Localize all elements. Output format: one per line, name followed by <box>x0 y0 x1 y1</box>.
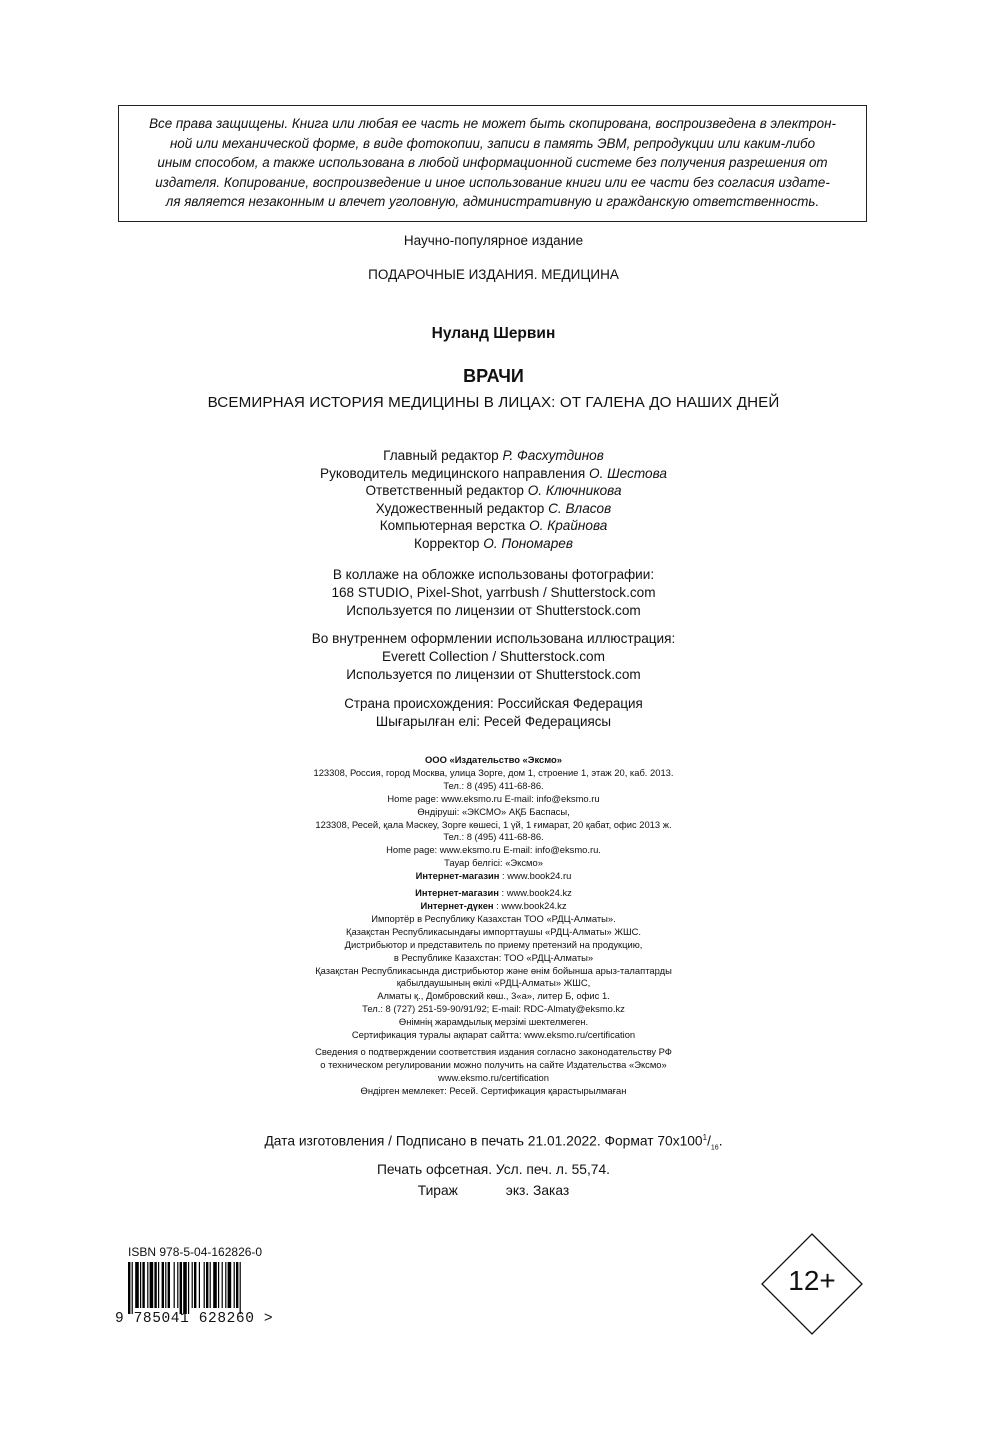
online-dukan-kz: Интернет-дүкен : www.book24.kz <box>420 899 567 911</box>
publisher-line: Тел.: 8 (727) 251-59-90/91/92; E-mail: RDC-Almaty@eksmo.kz <box>362 1003 625 1015</box>
publisher-line: Дистрибьютор и представитель по приему претензий на продукцию, <box>344 938 643 950</box>
publisher-line: қабылдаушының өкілі «РДЦ-Алматы» ЖШС, <box>396 977 591 989</box>
isbn-label: ISBN 978-5-04-162826-0 <box>128 1245 263 1259</box>
cover-photo-line: 168 STUDIO, Pixel-Shot, yarrbush / Shutterstock.com <box>331 585 656 601</box>
publisher-info <box>0 754 987 1098</box>
barcode-bar <box>183 1262 187 1314</box>
publisher-line: Home page: www.eksmo.ru E-mail: info@eksmo.ru <box>387 792 600 804</box>
barcode-bar <box>234 1262 235 1308</box>
copyright-notice <box>118 105 867 222</box>
print-run-line: Тираж экз. Заказ <box>417 1183 570 1199</box>
barcode-bar <box>177 1262 178 1308</box>
barcode-bar <box>142 1262 144 1308</box>
publisher-line: Қазақстан Республикасындағы импорттаушы «РДЦ-Алматы» ЖШС. <box>346 925 641 937</box>
barcode-bar <box>168 1262 170 1308</box>
barcode-bar <box>228 1262 232 1308</box>
barcode-bar <box>240 1262 241 1314</box>
book-title: ВРАЧИ <box>463 366 524 386</box>
inner-illustration-credits <box>0 630 987 685</box>
credit-line: Компьютерная верстка О. Крайнова <box>379 518 608 534</box>
publisher-line: Тауар белгісі: «Эксмо» <box>444 857 543 869</box>
credit-line: Художественный редактор С. Власов <box>375 500 612 516</box>
publisher-line: Алматы қ., Домбровский көш., 3«а», литер Б, офис 1. <box>377 990 610 1002</box>
barcode-bar <box>140 1262 141 1308</box>
illustration-line: Используется по лицензии от Shutterstock.com <box>346 667 641 683</box>
publisher-name: ООО «Издательство «Эксмо» <box>425 754 562 765</box>
barcode-bar <box>158 1262 159 1308</box>
credits-list <box>0 447 987 553</box>
publisher-line: 123308, Ресей, қала Мәскеу, Зорге көшесі, 1 үй, 1 ғимарат, 20 қабат, офис 2013 ж. <box>315 818 672 830</box>
print-info-line: Дата изготовления / Подписано в печать 21.01.2022. Формат $70x100^1/_{16}$. <box>264 1133 723 1152</box>
barcode-bar <box>150 1262 154 1308</box>
certification-line: Сведения о подтверждении соответствия издания согласно законодательству РФ <box>315 1045 672 1057</box>
barcode-bar <box>218 1262 219 1308</box>
credit-line: Главный редактор Р. Фасхутдинов <box>383 448 604 463</box>
barcode-bar <box>154 1262 156 1308</box>
barcode-image <box>128 1262 280 1314</box>
genre-label: Научно-популярное издание <box>403 233 584 248</box>
barcode-bar <box>213 1262 217 1308</box>
barcode-bar <box>236 1262 238 1308</box>
publisher-line: Home page: www.eksmo.ru E-mail: info@eksmo.ru. <box>386 844 601 856</box>
cover-photo-credits <box>0 566 987 621</box>
publisher-line: Өнімнің жарамдылық мерзімі шектелмеген. <box>398 1016 589 1028</box>
illustration-line: Everett Collection / Shutterstock.com <box>382 649 605 665</box>
author-name: Нуланд Шервин <box>431 325 556 342</box>
publisher-line: Қазақстан Республикасында дистрибьютор және өнім бойынша арыз-талаптарды <box>315 964 672 976</box>
certification-line: о техническом регулировании можно получить на сайте Издательства «Эксмо» <box>320 1058 667 1070</box>
copyright-line: издателя. Копирование, воспроизведение и иное использование книги или ее части без согласия издате- <box>155 174 830 190</box>
barcode-bar <box>222 1262 223 1308</box>
publisher-line: Тел.: 8 (495) 411-68-86. <box>443 779 544 791</box>
print-info <box>0 1127 987 1202</box>
copyright-line: Все права защищены. Книга или любая ее часть не может быть скопирована, воспроизведена в электрон- <box>149 116 836 131</box>
barcode-bar <box>204 1262 205 1308</box>
barcode-digits: 9 785041 628260 > <box>115 1311 274 1327</box>
certification-line: www.eksmo.ru/certification <box>438 1071 549 1083</box>
country-of-origin <box>0 695 987 731</box>
cover-photo-line: Используется по лицензии от Shutterstock.com <box>346 603 641 619</box>
publisher-line: Сертификация туралы ақпарат сайтта: www.eksmo.ru/certification <box>351 1029 636 1041</box>
barcode-bar <box>147 1262 148 1308</box>
barcode-bar <box>188 1262 189 1314</box>
copyright-line: иным способом, а также использована в любой информационной системе без получения разрешения от <box>157 155 828 170</box>
barcode-bar <box>180 1262 182 1314</box>
barcode-bar <box>210 1262 211 1308</box>
barcode-bar <box>194 1262 196 1308</box>
credit-line: Руководитель медицинского направления О. Шестова <box>320 465 667 481</box>
series-label: ПОДАРОЧНЫЕ ИЗДАНИЯ. МЕДИЦИНА <box>368 267 619 282</box>
barcode-bar <box>206 1262 208 1308</box>
cover-photo-line: В коллаже на обложке использованы фотографии: <box>332 567 655 582</box>
illustration-line: Во внутреннем оформлении использована иллюстрация: <box>311 631 676 646</box>
barcode-bar <box>162 1262 164 1308</box>
publisher-line: 123308, Россия, город Москва, улица Зорге, дом 1, строение 1, этаж 20, каб. 2013. <box>313 766 674 778</box>
online-shop-kz: Интернет-магазин : www.book24.kz <box>415 887 572 899</box>
publisher-line: Импортёр в Республику Казахстан ТОО «РДЦ-Алматы». <box>371 912 616 924</box>
online-shop-ru: Интернет-магазин : www.book24.ru <box>415 870 572 882</box>
age-rating-label: 12+ <box>788 1265 836 1296</box>
barcode-bar <box>199 1262 200 1308</box>
copyright-line: ля является незаконным и влечет уголовную, административную и гражданскую ответственность. <box>165 194 820 209</box>
publisher-line: Өндіруші: «ЭКСМО» АҚБ Баспасы, <box>417 805 570 817</box>
barcode-bar <box>132 1262 133 1314</box>
barcode-bar <box>165 1262 166 1308</box>
barcode-bar <box>135 1262 139 1308</box>
certification-line: Өндірген мемлекет: Ресей. Сертификация қарастырылмаған <box>360 1084 627 1096</box>
origin-line: Шығарылған елі: Ресей Федерациясы <box>375 713 612 729</box>
copyright-line: ной или механической форме, в виде фотокопии, записи в память ЭВМ, репродукции или каким-либо <box>169 135 816 151</box>
publisher-line: в Республике Казахстан: ТОО «РДЦ-Алматы» <box>393 951 594 963</box>
origin-line: Страна происхождения: Российская Федерация <box>344 696 643 711</box>
credit-line: Ответственный редактор О. Ключникова <box>365 483 622 499</box>
credit-line: Корректор О. Пономарев <box>414 535 573 551</box>
publisher-line: Тел.: 8 (495) 411-68-86. <box>443 831 544 843</box>
barcode-bar <box>225 1262 226 1308</box>
barcode-bar <box>192 1262 193 1308</box>
print-info-line: Печать офсетная. Усл. печ. л. 55,74. <box>377 1161 610 1177</box>
barcode-bar <box>128 1262 130 1314</box>
book-subtitle: ВСЕМИРНАЯ ИСТОРИЯ МЕДИЦИНЫ В ЛИЦАХ: ОТ ГАЛЕНА ДО НАШИХ ДНЕЙ <box>207 394 780 411</box>
barcode-bar <box>174 1262 175 1308</box>
